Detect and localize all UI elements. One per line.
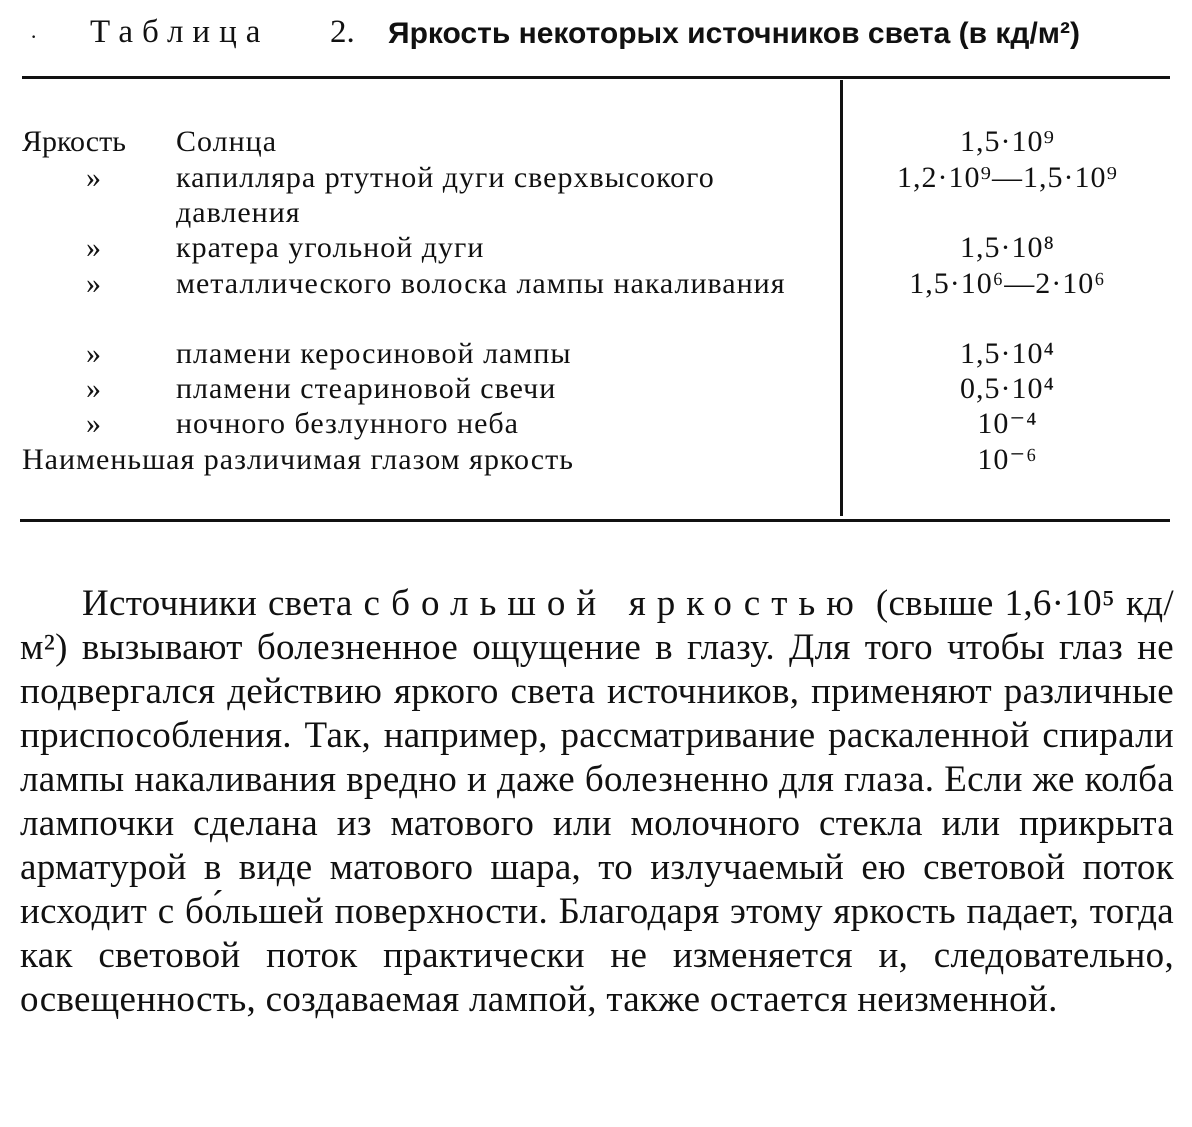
- row-source: капилляра ртутной дуги сверхвысокого давления: [176, 161, 715, 229]
- row-value: 1,5·10⁶—2·10⁶: [909, 267, 1106, 300]
- row-source: ночного безлунного неба: [176, 407, 519, 440]
- row-value: 1,2·10⁹—1,5·10⁹: [897, 161, 1118, 194]
- paragraph-text-rest: (свыше 1,6·10⁵ кд/м²) вызывают болезненное ощущение в глазу. Для того чтобы глаз не подвергался действию яркого света источников, применяют различные приспособления. Так, например, рассматривание раскаленной спирали лампы накаливания вредно и даже болезненно для глаза. Если же колба лампочки сделана из матового или молочного стекла или прикрыта арматурой в виде матового шара, то излучаемый ею световой поток исходит с бо́льшей поверхности. Благодаря этому яркость падает, тогда как световой поток практически не изменяется и, следовательно, освещенность, создаваемая лампой, также остается неизменной.: [20, 583, 1174, 1020]
- caption-label: Таблица: [90, 14, 270, 50]
- row-value: 1,5·10⁸: [960, 231, 1055, 264]
- row-source: пламени керосиновой лампы: [176, 337, 572, 370]
- ditto-mark: »: [86, 231, 101, 264]
- paragraph-emphasis: большой яркостью: [391, 583, 865, 624]
- caption-number: 2.: [330, 14, 355, 50]
- paragraph-text-start: Источники света с: [82, 583, 381, 624]
- row-value: 0,5·10⁴: [960, 372, 1055, 405]
- ditto-mark: »: [86, 337, 101, 370]
- row-source: Солнца: [176, 125, 278, 158]
- row-source: кратера угольной дуги: [176, 231, 485, 264]
- body-paragraph: [20, 582, 1174, 1022]
- row-lead: Яркость: [22, 125, 126, 158]
- ditto-mark: »: [86, 372, 101, 405]
- row-source: Наименьшая различимая глазом яркость: [22, 443, 574, 476]
- row-value: 1,5·10⁴: [960, 337, 1055, 370]
- row-value: 1,5·10⁹: [960, 125, 1055, 158]
- row-source: металлического волоска лампы накаливания: [176, 267, 786, 300]
- table-bottom-rule: [20, 519, 1170, 522]
- caption-mark: ·: [30, 24, 38, 49]
- ditto-mark: »: [86, 407, 101, 440]
- ditto-mark: »: [86, 267, 101, 300]
- row-value: 10⁻⁴: [977, 407, 1038, 440]
- caption-title: Яркость некоторых источников света (в кд/м²): [388, 17, 1080, 50]
- brightness-table: [0, 0, 1192, 520]
- row-value: 10⁻⁶: [977, 443, 1038, 476]
- ditto-mark: »: [86, 161, 101, 194]
- row-source: пламени стеариновой свечи: [176, 372, 557, 405]
